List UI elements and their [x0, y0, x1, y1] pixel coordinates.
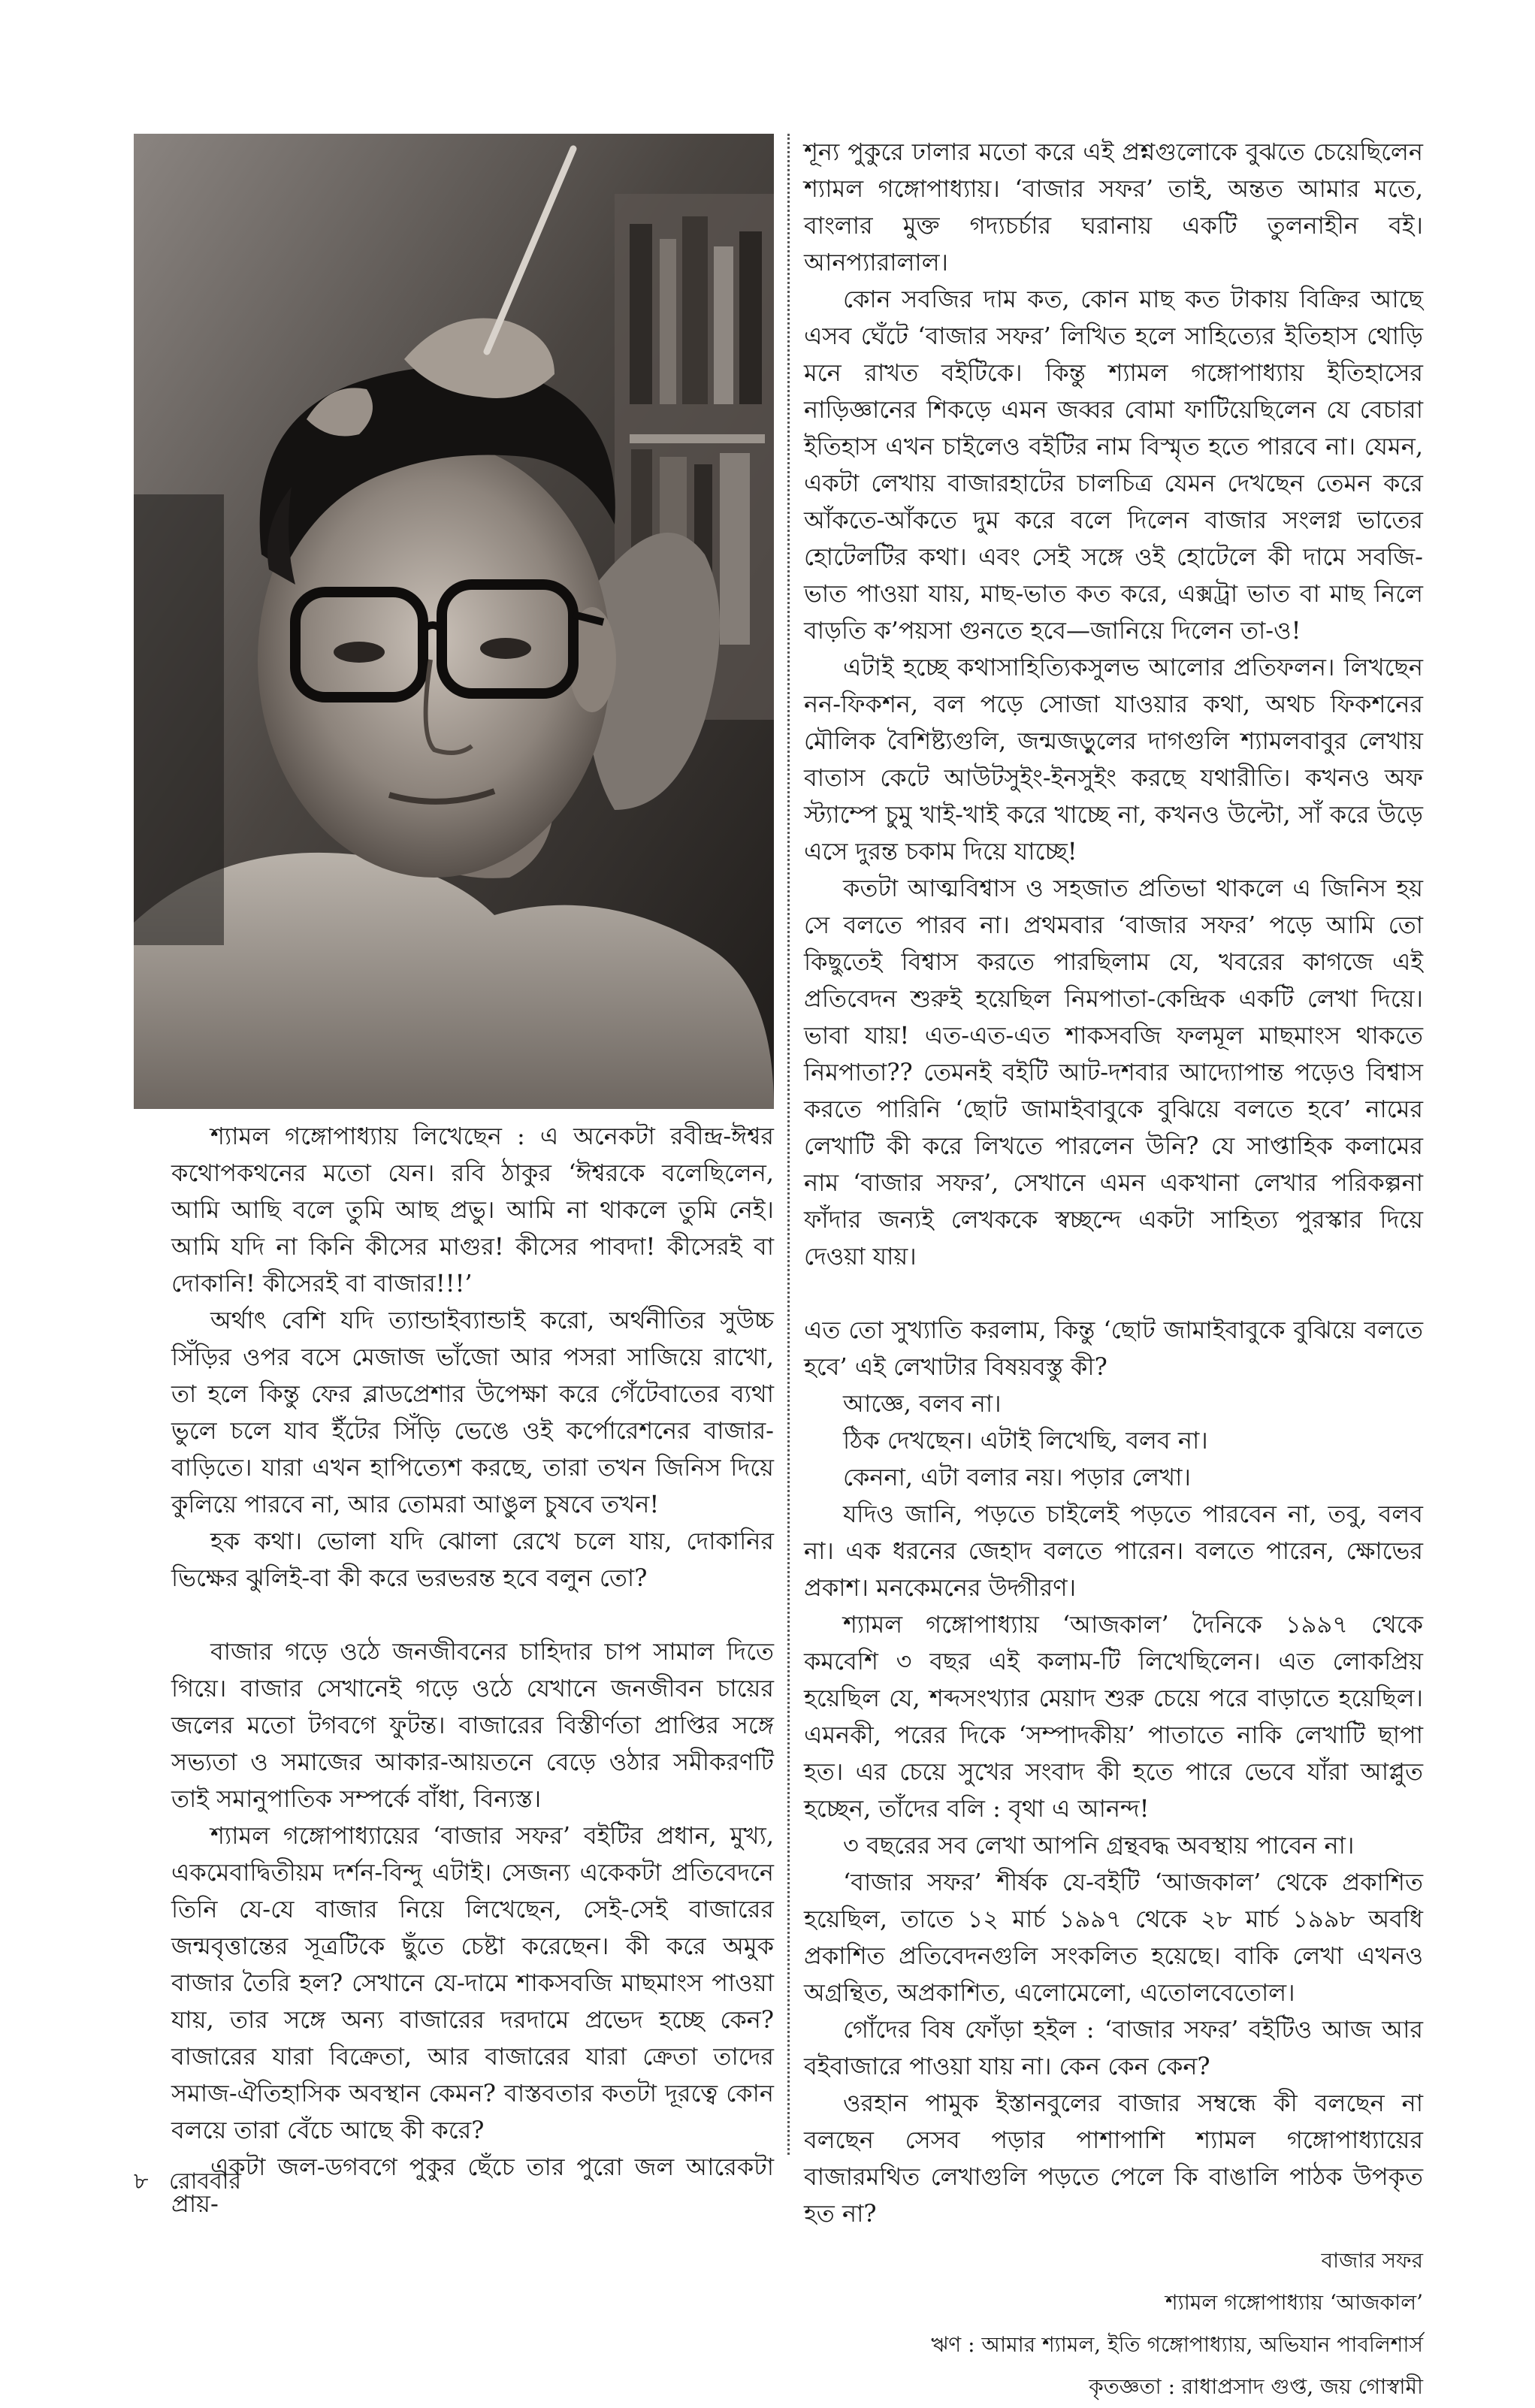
- article-right-column: [804, 134, 1423, 2408]
- paragraph: যদিও জানি, পড়তে চাইলেই পড়তে পারবেন না, তবু, বলব না। এক ধরনের জেহাদ বলতে পারেন। বলতে পারেন, ক্ষোভের প্রকাশ। মনকেমনের উদ্গীরণ।: [804, 1500, 1423, 1602]
- paragraph: এত তো সুখ্যাতি করলাম, কিন্তু ‘ছোট জামাইবাবুকে বুঝিয়ে বলতে হবে’ এই লেখাটার বিষয়বস্তু কী?: [804, 1316, 1423, 1381]
- paragraph: ৩ বছরের সব লেখা আপনি গ্রন্থবদ্ধ অবস্থায় পাবেন না।: [843, 1831, 1355, 1860]
- paragraph: হক কথা। ভোলা যদি ঝোলা রেখে চলে যায়, দোকানির ভিক্ষের ঝুলিই-বা কী করে ভরভরন্ত হবে বলুন তো?: [171, 1527, 774, 1592]
- paragraph: ‘বাজার সফর’ শীর্ষক যে-বইটি ‘আজকাল’ থেকে প্রকাশিত হয়েছিল, তাতে ১২ মার্চ ১৯৯৭ থেকে ২৮ মার্চ ১৯৯৮ অবধি প্রকাশিত প্রতিবেদনগুলি সংকলিত হয়েছে। বাকি লেখা এখনও অগ্রন্থিত, অপ্রকাশিত, এলোমেলো, এতোলবেতোল।: [804, 1868, 1423, 2007]
- paragraph: অর্থাৎ বেশি যদি ত্যান্ডাইব্যান্ডাই করো, অর্থনীতির সুউচ্চ সিঁড়ির ওপর বসে মেজাজ ভাঁজো আর পসরা সাজিয়ে রাখো, তা হলে কিন্তু ফের ব্লাডপ্রেশার উপেক্ষা করে গেঁটেবাতের ব্যথা ভুলে চলে যাব ইঁটের সিঁড়ি ভেঙে ওই কর্পোরেশনের বাজার-বাড়িতে। যারা এখন হাপিত্যেশ করছে, তারা তখন জিনিস দিয়ে কুলিয়ে পারবে না, আর তোমরা আঙুল চুষবে তখন!: [171, 1306, 774, 1518]
- paragraph: শ্যামল গঙ্গোপাধ্যায় লিখেছেন : এ অনেকটা রবীন্দ্র-ঈশ্বর কথোপকথনের মতো যেন। রবি ঠাকুর ‘ঈশ্বরকে বলেছিলেন, আমি আছি বলে তুমি আছ প্রভু। আমি না থাকলে তুমি নেই। আমি যদি না কিনি কীসের মাগুর! কীসের পাবদা! কীসেরই বা দোকানি! কীসেরই বা বাজার!!!’: [171, 1122, 774, 1298]
- paragraph: এটাই হচ্ছে কথাসাহিত্যিকসুলভ আলোর প্রতিফলন। লিখছেন নন-ফিকশন, বল পড়ে সোজা যাওয়ার কথা, অথচ ফিকশনের মৌলিক বৈশিষ্ট্যগুলি, জন্মজড়ুলের দাগগুলি শ্যামলবাবুর লেখায় বাতাস কেটে আউটসুইং-ইনসুইং করছে যথারীতি। কখনও অফ স্ট্যাম্পে চুমু খাই-খাই করে খাচ্ছে না, কখনও উল্টো, সাঁ করে উড়ে এসে দুরন্ত চকাম দিয়ে যাচ্ছে!: [804, 653, 1423, 866]
- paragraph: একটা জল-ডগবগে পুকুর ছেঁচে তার পুরো জল আরেকটা প্রায়-: [171, 2153, 774, 2218]
- article-left-column: [171, 1118, 774, 2222]
- debt-credit: ঋণ : আমার শ্যামল, ইতি গঙ্গোপাধ্যায়, অভিযান পাবলিশার্স: [931, 2332, 1423, 2357]
- paragraph: বাজার গড়ে ওঠে জনজীবনের চাহিদার চাপ সামাল দিতে গিয়ে। বাজার সেখানেই গড়ে ওঠে যেখানে জনজীবন চায়ের জলের মতো টগবগে ফুটন্ত। বাজারের বিস্তীর্ণতা প্রাপ্তির সঙ্গে সভ্যতা ও সমাজের আকার-আয়তনে বেড়ে ওঠার সমীকরণটি তাই সমানুপাতিক সম্পর্কে বাঁধা, বিন্যস্ত।: [171, 1637, 774, 1813]
- gratitude-credit: কৃতজ্ঞতা : রাধাপ্রসাদ গুপ্ত, জয় গোস্বামী: [1089, 2374, 1423, 2399]
- book-title: বাজার সফর: [1321, 2248, 1423, 2273]
- paragraph: কোন সবজির দাম কত, কোন মাছ কত টাকায় বিক্রির আছে এসব ঘেঁটে ‘বাজার সফর’ লিখিত হলে সাহিত্যের ইতিহাস থোড়ি মনে রাখত বইটিকে। কিন্তু শ্যামল গঙ্গোপাধ্যায় ইতিহাসের নাড়িজ্ঞানের শিকড়ে এমন জব্বর বোমা ফাটিয়েছিলেন যে বেচারা ইতিহাস এখন চাইলেও বইটির নাম বিস্মৃত হতে পারবে না। যেমন, একটা লেখায় বাজারহাটের চালচিত্র যেমন দেখছেন তেমন করে আঁকতে-আঁকতে দুম করে বলে দিলেন বাজার সংলগ্ন ভাতের হোটেলটির কথা। এবং সেই সঙ্গে ওই হোটেলে কী দামে সবজি-ভাত পাওয়া যায়, মাছ-ভাত কত করে, এক্সট্রা ভাত বা মাছ নিলে বাড়তি ক’পয়সা গুনতে হবে—জানিয়ে দিলেন তা-ও!: [804, 285, 1423, 645]
- paragraph: ঠিক দেখছেন। এটাই লিখেছি, বলব না।: [843, 1426, 1208, 1455]
- paragraph: কতটা আত্মবিশ্বাস ও সহজাত প্রতিভা থাকলে এ জিনিস হয় সে বলতে পারব না। প্রথমবার ‘বাজার সফর’ পড়ে আমি তো কিছুতেই বিশ্বাস করতে পারছিলাম যে, খবরের কাগজে এই প্রতিবেদন শুরুই হয়েছিল নিমপাতা-কেন্দ্রিক একটি লেখা দিয়ে। ভাবা যায়! এত-এত-এত শাকসবজি ফলমূল মাছমাংস থাকতে নিমপাতা?? তেমনই বইটি আট-দশবার আদ্যোপান্ত পড়েও বিশ্বাস করতে পারিনি ‘ছোট জামাইবাবুকে বুঝিয়ে বলতে হবে’ নামের লেখাটি কী করে লিখতে পারলেন উনি? যে সাপ্তাহিক কলামের নাম ‘বাজার সফর’, সেখানে এমন একখানা লেখার পরিকল্পনা ফাঁদার জন্যই লেখককে স্বচ্ছন্দে একটা সাহিত্য পুরস্কার দিয়ে দেওয়া যায়।: [804, 874, 1423, 1270]
- page-number: ৮: [134, 2168, 149, 2195]
- paragraph: শ্যামল গঙ্গোপাধ্যায়ের ‘বাজার সফর’ বইটির প্রধান, মুখ্য, একমেবাদ্বিতীয়ম দর্শন-বিন্দু এটাই। সেজন্য একেকটা প্রতিবেদনে তিনি যে-যে বাজার নিয়ে লিখেছেন, সেই-সেই বাজারের জন্মবৃত্তান্তের সূত্রটিকে ছুঁতে চেষ্টা করেছেন। কী করে অমুক বাজার তৈরি হল? সেখানে যে-দামে শাকসবজি মাছমাংস পাওয়া যায়, তার সঙ্গে অন্য বাজারের দরদামে প্রভেদ হচ্ছে কেন? বাজারের যারা বিক্রেতা, আর বাজারের যারা ক্রেতা তাদের সমাজ-ঐতিহাসিক অবস্থান কেমন? বাস্তবতার কতটা দূরত্বে কোন বলয়ে তারা বেঁচে আছে কী করে?: [171, 1821, 774, 2144]
- credits-block: [804, 2240, 1423, 2408]
- paragraph-gap: [171, 1597, 774, 1633]
- magazine-name: রোববার: [169, 2168, 241, 2195]
- portrait-illustration: [134, 134, 774, 1109]
- paragraph: ওরহান পামুক ইস্তানবুলের বাজার সম্বন্ধে কী বলছেন না বলছেন সেসব পড়ার পাশাপাশি শ্যামল গঙ্গোপাধ্যায়ের বাজারমথিত লেখাগুলি পড়তে পেলে কি বাঙালি পাঠক উপকৃত হত না?: [804, 2089, 1423, 2228]
- paragraph: আজ্ঞে, বলব না।: [843, 1389, 1002, 1418]
- paragraph: কেননা, এটা বলার নয়। পড়ার লেখা।: [843, 1463, 1191, 1491]
- book-author: শ্যামল গঙ্গোপাধ্যায় ‘আজকাল’: [1165, 2290, 1423, 2315]
- paragraph: গোঁদের বিষ ফোঁড়া হইল : ‘বাজার সফর’ বইটিও আজ আর বইবাজারে পাওয়া যায় না। কেন কেন কেন?: [804, 2015, 1423, 2080]
- author-photo: [134, 134, 774, 1109]
- paragraph: শ্যামল গঙ্গোপাধ্যায় ‘আজকাল’ দৈনিকে ১৯৯৭ থেকে কমবেশি ৩ বছর এই কলাম-টি লিখেছিলেন। এত লোকপ্রিয় হয়েছিল যে, শব্দসংখ্যার মেয়াদ শুরু চেয়ে পরে বাড়াতে হয়েছিল। এমনকী, পরের দিকে ‘সম্পাদকীয়’ পাতাতে নাকি লেখাটি ছাপা হত। এর চেয়ে সুখের সংবাদ কী হতে পারে ভেবে যাঁরা আপ্লুত হচ্ছেন, তাঁদের বলি : বৃথা এ আনন্দ!: [804, 1610, 1423, 1823]
- paragraph: শূন্য পুকুরে ঢালার মতো করে এই প্রশ্নগুলোকে বুঝতে চেয়েছিলেন শ্যামল গঙ্গোপাধ্যায়। ‘বাজার সফর’ তাই, অন্তত আমার মতে, বাংলার মুক্ত গদ্যচর্চার ঘরানায় একটি তুলনাহীন বই। আনপ্যারালাল।: [804, 137, 1423, 276]
- page-footer: [134, 2167, 255, 2197]
- paragraph-gap: [804, 1275, 1423, 1312]
- column-divider: [787, 134, 790, 2155]
